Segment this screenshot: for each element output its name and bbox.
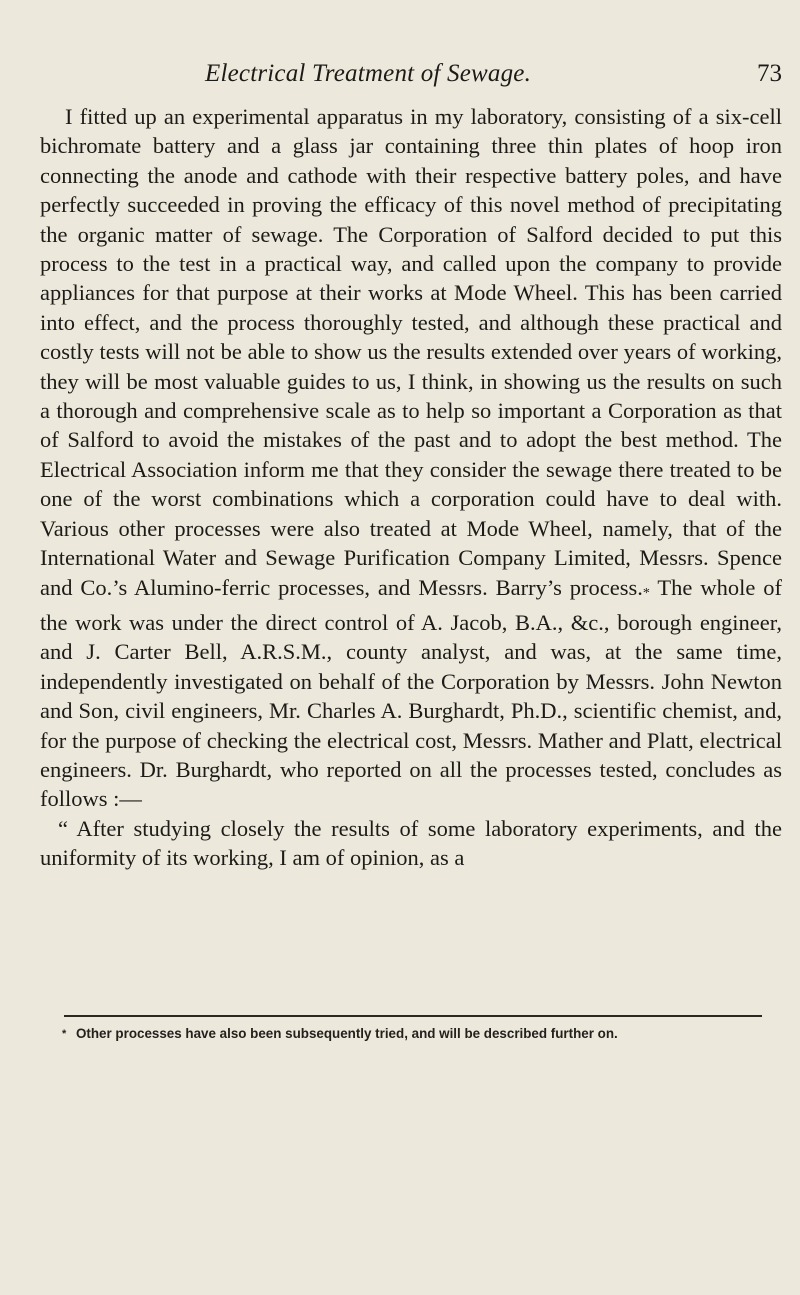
main-text [40, 102, 782, 873]
footnote [62, 1025, 782, 1043]
running-title: Electrical Treatment of Sewage. [205, 60, 532, 87]
quoted-paragraph-start: “ After studying closely the results of some laboratory experiments, and the uniformity of its working, I am of opinion, as a [40, 815, 782, 871]
footnote-marker: * [62, 1028, 67, 1040]
page-number: 73 [757, 60, 782, 87]
footnote-divider [64, 1015, 762, 1017]
main-paragraph [40, 102, 782, 814]
main-paragraph-after-note: The whole of the work was under the direct control of A. Jacob, B.A., &c., borough engineer, and J. Carter Bell, A.R.S.M., county analyst, and was, at the same time, independently investigated on behalf of the Corporation by Messrs. John Newton and Son, civil engineers, Mr. Charles A. Burghardt, Ph.D., scientific chemist, and, for the purpose of checking the electrical cost, Messrs. Mather and Platt, electrical engineers. Dr. Burghardt, who reported on all the processes tested, concludes as follows :— [40, 574, 782, 812]
footnote-text: Other processes have also been subsequently tried, and will be described further on. [76, 1026, 618, 1041]
running-head [40, 60, 782, 94]
main-paragraph-before-note: I fitted up an experimental apparatus in my laboratory, consisting of a six-cell bichromate battery and a glass jar containing three thin plates of hoop iron connecting the anode and cathode with their respective battery poles, and have perfectly succeeded in proving the efficacy of this novel method of precipitating the organic matter of sewage. The Corporation of Salford decided to put this process to the test in a practical way, and called upon the company to provide appliances for that purpose at their works at Mode Wheel. This has been carried into effect, and the process thoroughly tested, and although these practical and costly tests will not be able to show us the results extended over years of working, they will be most valuable guides to us, I think, in showing us the results on such a thorough and comprehensive scale as to help so important a Corporation as that of Salford to avoid the mistakes of the past and to adopt the best method. The Electrical Association inform me that they consider the sewage there treated to be one of the worst combinations which a corporation could have to deal with. Various other processes were also treated at Mode Wheel, namely, that of the International Water and Sewage Purification Company Limited, Messrs. Spence and Co.’s Alumino-ferric processes, and Messrs. Barry’s process. [40, 104, 782, 600]
inline-footnote-marker: * [642, 585, 650, 601]
